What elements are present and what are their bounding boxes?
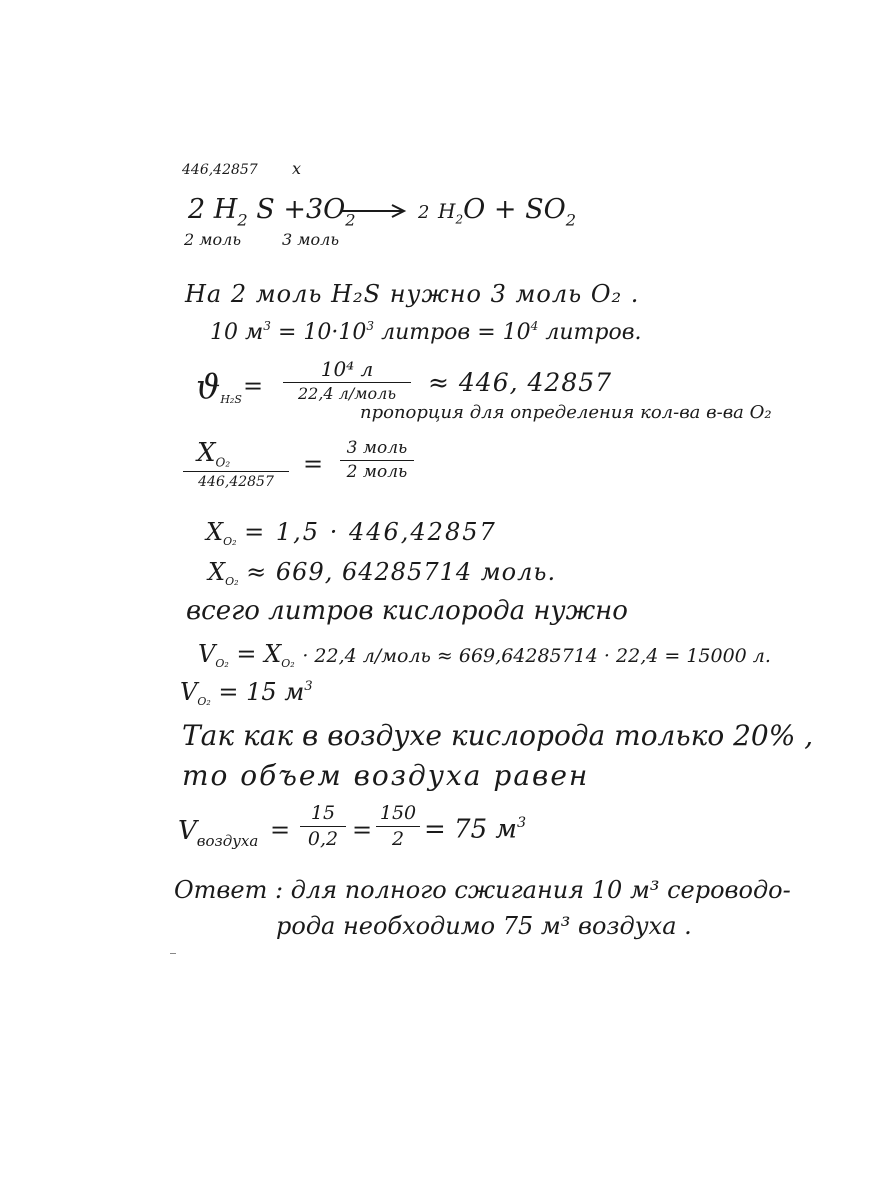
volume-conversion: 10 $м^3 = 10\cdot 10^3$ литров = $10^4$ литров. (210, 319, 642, 346)
x-calc-line-1: $X_{O_2} = 1,5 \cdot 446,42857$ (206, 518, 497, 548)
o2-sub: 2 (345, 210, 356, 230)
nu-h2s-numerator: 10⁴ л (320, 357, 374, 381)
v-air-fraction-2 (376, 804, 420, 849)
o2-o: O (323, 194, 346, 225)
nu-h2s-denominator: 22,4 л/моль (297, 384, 397, 403)
plus-sign-2: + (493, 194, 517, 225)
proportion-left-num: $X_{O_2}$ (197, 438, 231, 470)
v-calc-line: $V_{O_2} = X_{O_2} \cdot 22,4$ л/моль ≈ 669,64285714 · 22,4 = 15000 л. (198, 640, 771, 670)
plus-sign: + (283, 194, 306, 225)
h2s-sub: 2 (237, 210, 248, 230)
nu-h2s-result: ≈ 446, 42857 (428, 368, 613, 397)
nu-h2s-fraction (283, 359, 411, 402)
air-statement-line-2: то объем воздуха равен (182, 759, 590, 792)
h2o-sub: 2 (455, 212, 464, 227)
v-air-f1-den: 0,2 (307, 828, 339, 850)
total-liters-statement: всего литров кислорода нужно (186, 596, 628, 626)
h2s-s: S (256, 194, 275, 225)
below-h2s-moles: 2 моль (184, 230, 242, 249)
answer-line-1: Ответ : для полного сжигания 10 м³ сероводо- (174, 876, 791, 904)
v-result-line: $V_{O_2} = 15$ $м^3$ (180, 678, 313, 708)
v-air-f2-num: 150 (379, 802, 417, 824)
proportion-right-num: 3 моль (346, 438, 408, 458)
v-air-fraction-1 (300, 804, 346, 849)
answer-line-2: рода необходимо 75 м³ воздуха . (276, 912, 692, 940)
proportion-left-den: 446,42857 (198, 474, 274, 491)
nu-h2s-symbol: $ϑ_{H_2S}$ (196, 367, 242, 407)
v-air-f2-den: 2 (391, 828, 405, 850)
coef-h2s: 2 (188, 194, 206, 225)
air-statement-line-1: Так как в воздухе кислорода только 20% , (182, 719, 814, 752)
v-air-symbol: $V_{воздуха}$ (178, 816, 259, 850)
v-air-equals-2: = (352, 816, 373, 844)
v-air-equals-1: = (270, 816, 291, 844)
reaction-equation-right (418, 196, 576, 228)
h2s-h: H (213, 194, 238, 225)
coef-h2o: 2 (418, 202, 430, 223)
reaction-equation-left (188, 196, 356, 228)
so2-sub: 2 (565, 210, 577, 230)
proportion-equals: = (303, 450, 324, 478)
h2o-o: O (463, 194, 486, 225)
nu-h2s-equals: = (243, 372, 264, 400)
so2: SO (525, 194, 566, 225)
v-air-f1-num: 15 (310, 802, 336, 824)
above-o2-unknown: x (292, 159, 302, 178)
v-air-result: = 75 $м^3$ (424, 814, 527, 845)
above-h2s-value: 446,42857 (182, 162, 258, 178)
proportion-left (183, 440, 289, 489)
x-calc-line-2: $X_{O_2} \approx 669$, 64285714 моль. (208, 558, 557, 588)
ratio-statement: На 2 моль H₂S нужно 3 моль O₂ . (185, 280, 640, 308)
reaction-arrow-icon (340, 203, 408, 219)
proportion-right (340, 440, 414, 481)
h2o-h: H (438, 199, 456, 223)
margin-mark (170, 953, 176, 954)
proportion-right-den: 2 моль (346, 462, 408, 482)
coef-o2: 3 (305, 194, 324, 225)
below-o2-moles: 3 моль (282, 230, 340, 249)
proportion-note: пропорция для определения кол-ва в-ва O₂ (360, 402, 772, 423)
